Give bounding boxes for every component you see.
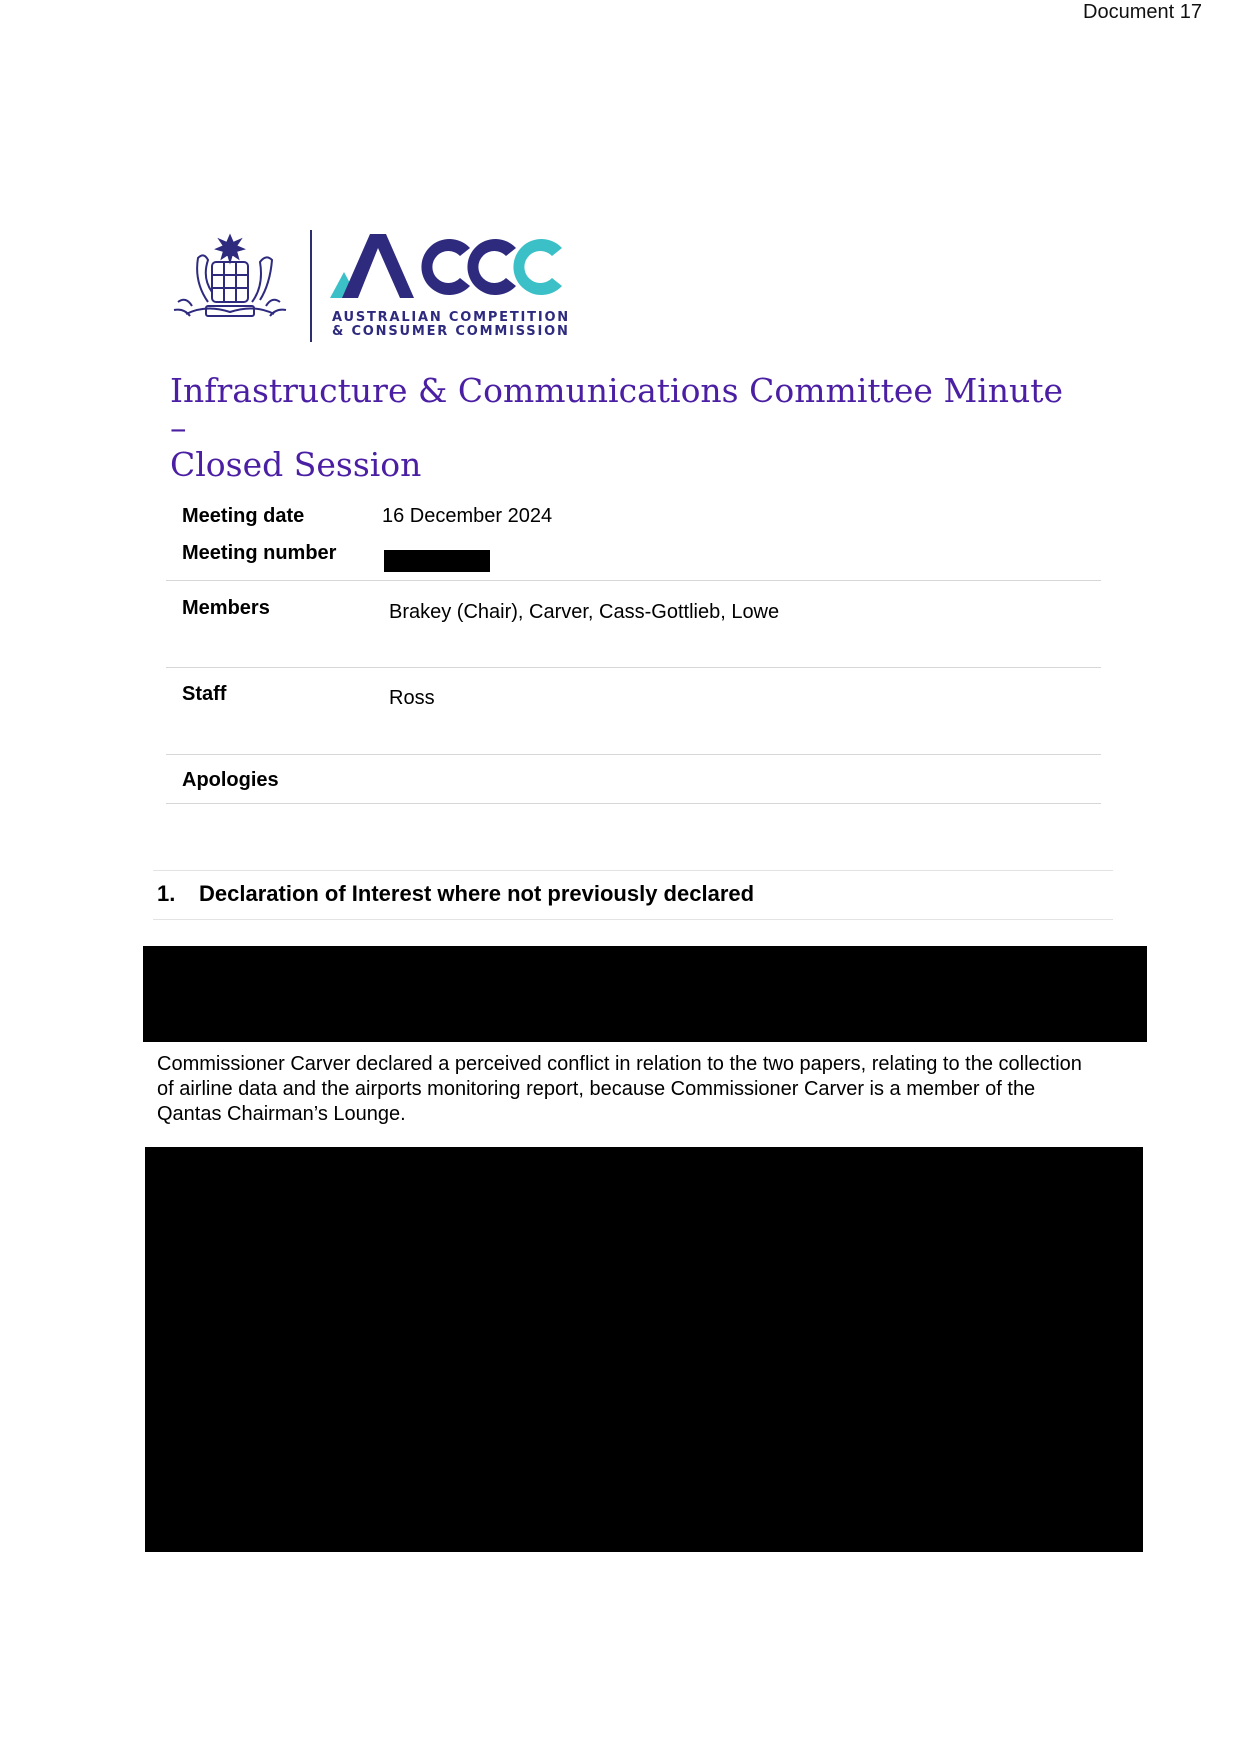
coat-of-arms-icon <box>168 232 292 330</box>
logo-tagline-line2: & CONSUMER COMMISSION <box>332 324 570 339</box>
staff-label: Staff <box>182 683 227 705</box>
document-label: Document 17 <box>1083 1 1202 23</box>
meeting-number-label: Meeting number <box>182 542 337 564</box>
section-number: 1. <box>157 881 176 906</box>
section-title: Declaration of Interest where not previously declared <box>199 881 755 906</box>
members-value: Brakey (Chair), Carver, Cass-Gottlieb, Lowe <box>389 601 780 623</box>
table-divider <box>166 667 1101 668</box>
meeting-date-value: 16 December 2024 <box>382 505 553 527</box>
redaction-block-upper <box>143 946 1147 1042</box>
apologies-label: Apologies <box>182 769 279 791</box>
table-divider <box>166 803 1101 804</box>
page-title-line1: Infrastructure & Communications Committee Minute – <box>170 371 1064 447</box>
logo-tagline <box>332 311 572 339</box>
logo-tagline-line1: AUSTRALIAN COMPETITION <box>332 310 570 325</box>
accc-logo <box>168 228 568 348</box>
staff-value: Ross <box>389 687 435 709</box>
table-divider <box>166 580 1101 581</box>
members-label: Members <box>182 597 270 619</box>
declaration-paragraph: Commissioner Carver declared a perceived conflict in relation to the two papers, relating to the collection of airline data and the airports monitoring report, because Commissioner Carver is a member of the Qantas Chairman’s Lounge. <box>157 1053 1082 1125</box>
accc-wordmark <box>330 228 564 304</box>
logo-divider <box>310 230 312 342</box>
page-title-line2: Closed Session <box>170 445 422 484</box>
page-title <box>170 372 1070 483</box>
section-heading <box>153 870 1113 920</box>
meeting-date-label: Meeting date <box>182 505 305 527</box>
table-divider <box>166 754 1101 755</box>
redaction-block-lower <box>145 1147 1143 1552</box>
redaction-block-meeting-number <box>384 550 490 572</box>
